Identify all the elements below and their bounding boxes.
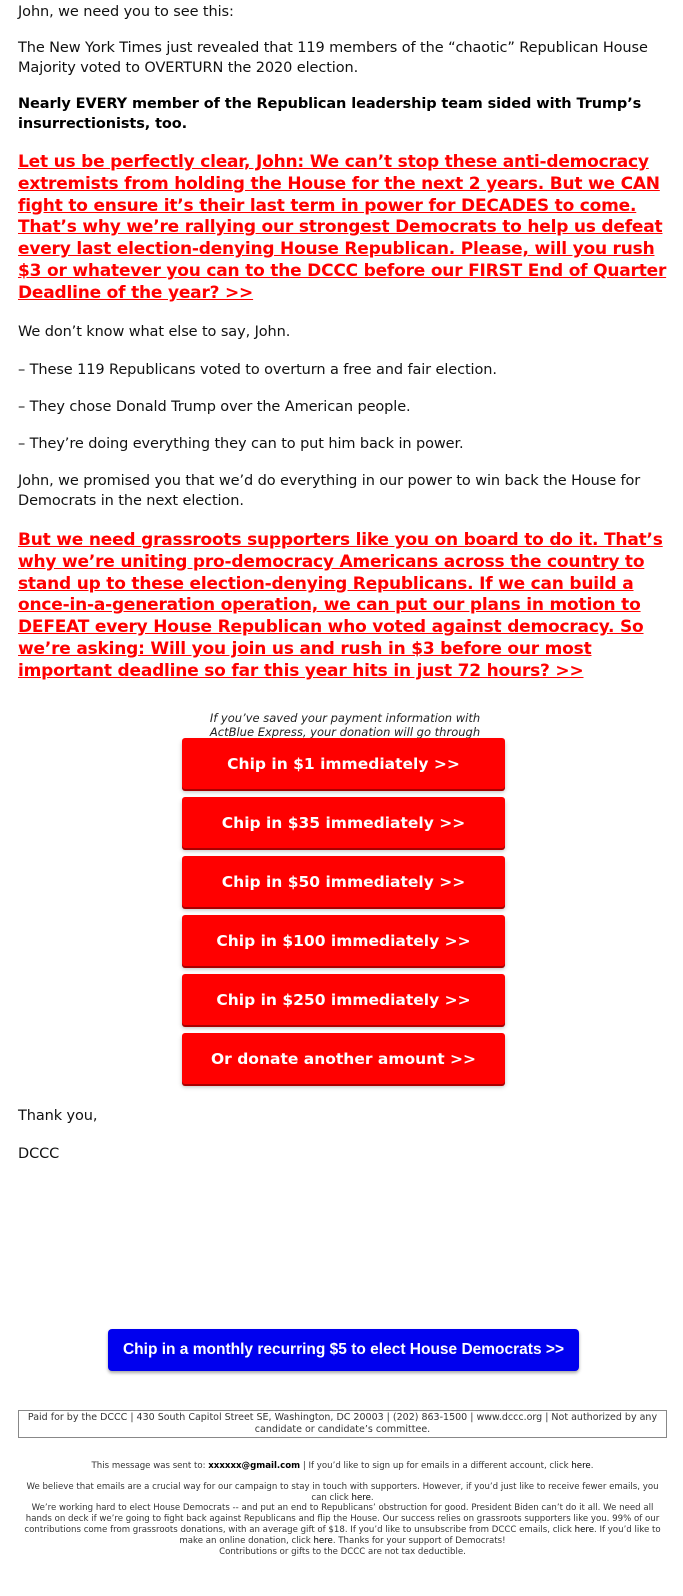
working-text-1: We’re working hard to elect House Democrats -- and put an end to Republicans’ obstruction for good. President Biden can’t do it all. We need all hands on deck if we’re going to fight back against Republicans and flip the House. Our success relies on grassroots supporters like you. 99% of our contributions come from grassroots donations, with an average gift of $18. If you’d like to unsubscribe from DCCC emails, click [24,1503,660,1535]
thanks-text: Thank you, [18,1108,98,1124]
donate-link-2[interactable]: But we need grassroots supporters like you on board to do it. That’s why we’re uniting pro-democracy Americans across the country to stand up to these election-denying Republicans. If we can build a once-in-a-generation operation, we can put our plans in motion to DEFEAT every House Republican who voted against democracy. So we’re asking: Will you join us and rush in $3 before our most important deadline so far this year hits in just 72 hours? >> [18,530,663,681]
dash-item-3: – They’re doing everything they can to put him back in power. [18,436,464,452]
bold-paragraph: Nearly EVERY member of the Republican leadership team sided with Trump’s insurrectionists, too. [18,96,642,132]
working-text-2: . If you’d like to make an online donation, click [179,1525,661,1546]
fewer-emails-line: We believe that emails are a crucial way for our campaign to stay in touch with supporters. However, if you’d just like to receive fewer emails, you can click here. [26,1482,659,1503]
dash-item-2: – They chose Donald Trump over the American people. [18,399,411,415]
chip-in-35-button[interactable]: Chip in $35 immediately >> [182,797,505,848]
dash-item-1: – These 119 Republicans voted to overturn a free and fair election. [18,362,497,378]
chip-in-50-button[interactable]: Chip in $50 immediately >> [182,856,505,907]
signup-other-account-link[interactable]: here [571,1461,591,1471]
actblue-note: If you’ve saved your payment information with ActBlue Express, your donation will go through [209,710,481,739]
promise-paragraph: John, we promised you that we’d do everything in our power to win back the House for Democrats in the next election. [18,473,641,509]
fewer-emails-text: We believe that emails are a crucial way for our campaign to stay in touch with supporters. However, if you’d just like to receive fewer emails, you can click [26,1482,659,1503]
dont-know-paragraph: We don’t know what else to say, John. [18,324,291,340]
chip-in-100-button[interactable]: Chip in $100 immediately >> [182,915,505,966]
recipient-email: xxxxxx@gmail.com [208,1461,301,1471]
tax-notice: Contributions or gifts to the DCCC are not tax deductible. [219,1547,466,1557]
fewer-emails-link[interactable]: here [351,1493,371,1503]
working-hard-paragraph [18,1503,667,1547]
unsubscribe-link[interactable]: here [574,1525,595,1535]
paid-for-disclaimer [18,1410,667,1438]
sent-to-line: This message was sent to: xxxxxx@gmail.com | If you’d like to sign up for emails in a different account, click here. [91,1461,594,1471]
monthly-recurring-button[interactable]: Chip in a monthly recurring $5 to elect House Democrats >> [108,1329,579,1371]
greeting: John, we need you to see this: [18,4,234,20]
signature: DCCC [18,1146,60,1162]
sent-to-suffix: | If you’d like to sign up for emails in a different account, click [300,1461,572,1471]
chip-in-1-button[interactable]: Chip in $1 immediately >> [182,738,505,789]
working-text-3: . Thanks for your support of Democrats! [332,1536,506,1546]
sent-to-prefix: This message was sent to: [91,1461,209,1471]
donate-other-amount-button[interactable]: Or donate another amount >> [182,1033,505,1084]
donate-link-1[interactable]: Let us be perfectly clear, John: We can’t stop these anti-democracy extremists from holding the House for the next 2 years. But we CAN fight to ensure it’s their last term in power for DECADES to come. That’s why we’re rallying our strongest Democrats to help us defeat every last election-denying House Republican. Please, will you rush $3 or whatever you can to the DCCC before our FIRST End of Quarter Deadline of the year? >> [18,152,667,303]
paid-for-text: Paid for by the DCCC | 430 South Capitol Street SE, Washington, DC 20003 | (202) 863-1500 | www.dccc.org | Not authorized by any candidate or candidate’s committee. [27,1412,658,1435]
intro-paragraph: The New York Times just revealed that 119 members of the “chaotic” Republican House Majority voted to OVERTURN the 2020 election. [18,40,648,76]
chip-in-250-button[interactable]: Chip in $250 immediately >> [182,974,505,1025]
online-donation-link[interactable]: here [313,1536,333,1546]
